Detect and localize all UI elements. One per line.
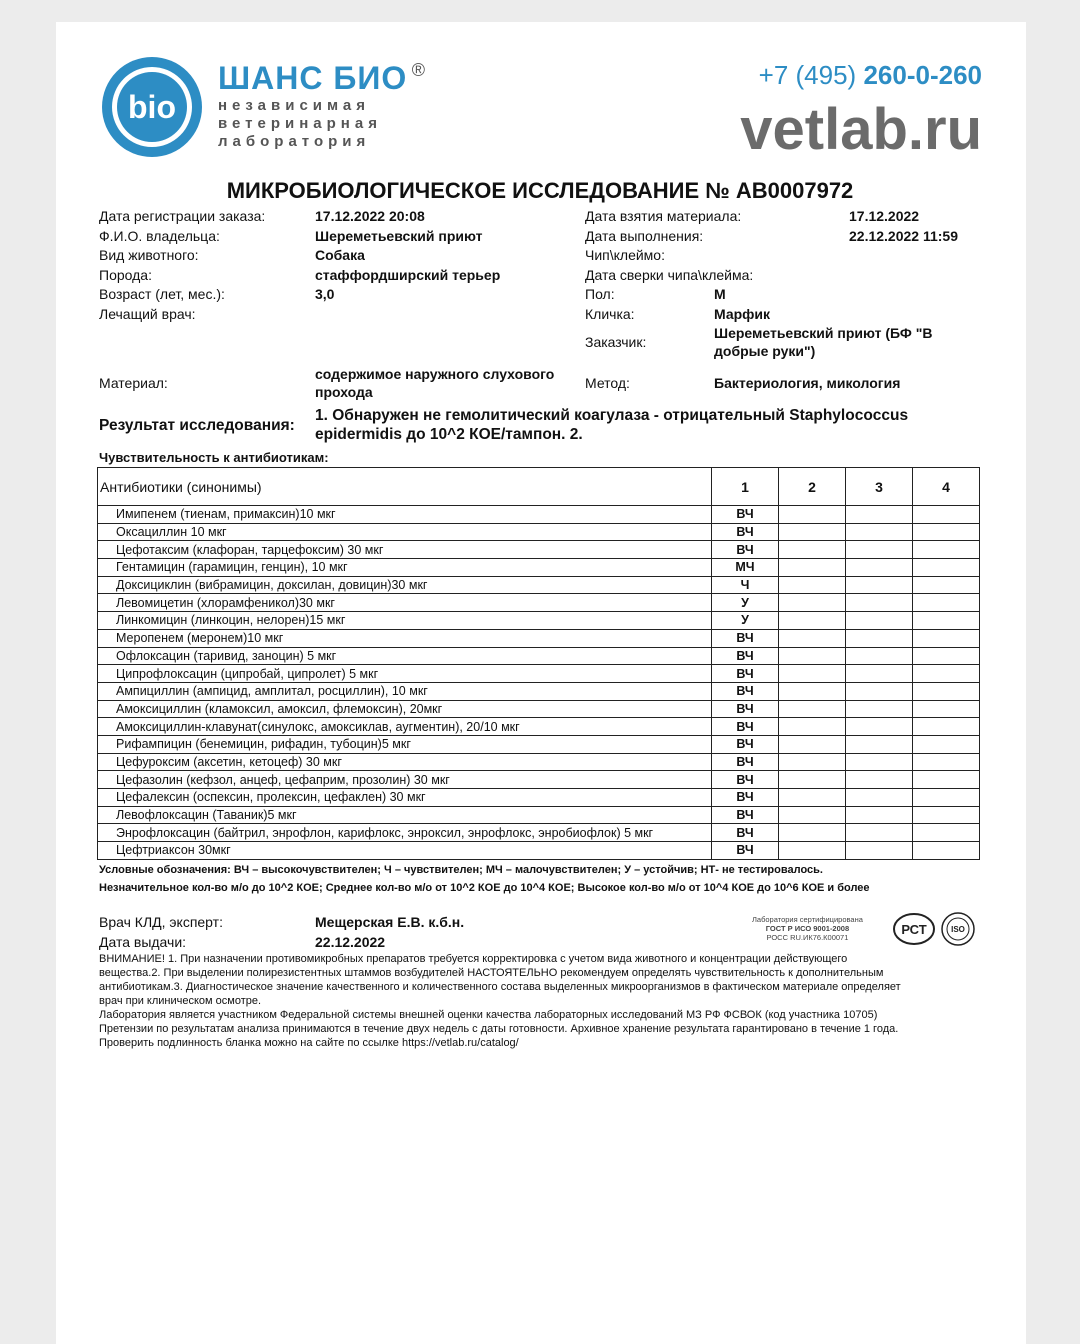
- owner-label: Ф.И.О. владельца:: [99, 228, 220, 244]
- warning-line: Лаборатория является участником Федеральной системы внешней оценки качества лабораторных исследований МЗ РФ ФСВОК (код участника 10705): [99, 1009, 878, 1021]
- result-col-4-cell: [913, 842, 980, 860]
- result-line2: epidermidis до 10^2 КОЕ/тампон. 2.: [315, 426, 583, 443]
- sample-date-label: Дата взятия материала:: [585, 208, 742, 224]
- method-label: Метод:: [585, 375, 630, 391]
- warning-line: ВНИМАНИЕ! 1. При назначении противомикробных препаратов требуется корректировка с учетом вида животного и концентрации действующего: [99, 953, 848, 965]
- legend: Условные обозначения: ВЧ – высокочувствителен; Ч – чувствителен; МЧ – малочувствителен; У – устойчив; НТ- не тестировалось.: [99, 864, 823, 876]
- result-col-1-cell: ВЧ: [712, 789, 779, 807]
- doctor-value: Мещерская Е.В. к.б.н.: [315, 914, 465, 930]
- age-label: Возраст (лет, мес.):: [99, 286, 225, 302]
- issue-date-label: Дата выдачи:: [99, 934, 187, 950]
- result-col-4-cell: [913, 523, 980, 541]
- customer-label: Заказчик:: [585, 334, 647, 350]
- antibiotic-name-cell: Офлоксацин (таривид, заноцин) 5 мкг: [98, 647, 712, 665]
- species-label: Вид животного:: [99, 247, 199, 263]
- result-col-2-cell: [779, 789, 846, 807]
- table-row: [98, 541, 980, 559]
- done-date-value: 22.12.2022 11:59: [849, 228, 958, 244]
- result-col-4-cell: [913, 771, 980, 789]
- material-value-line2: прохода: [315, 384, 373, 400]
- result-col-4-cell: [913, 806, 980, 824]
- result-col-1-cell: МЧ: [712, 559, 779, 577]
- result-col-4-cell: [913, 612, 980, 630]
- pct-certification-icon: [892, 912, 936, 946]
- vet-label: Лечащий врач:: [99, 306, 196, 322]
- result-col-1-cell: ВЧ: [712, 541, 779, 559]
- chip-check-label: Дата сверки чипа\клейма:: [585, 267, 754, 283]
- material-value-line1: содержимое наружного слухового: [315, 366, 555, 382]
- result-col-3-cell: [846, 647, 913, 665]
- result-col-2-cell: [779, 682, 846, 700]
- header-antibiotic: Антибиотики (синонимы): [98, 468, 712, 506]
- result-col-1-cell: ВЧ: [712, 682, 779, 700]
- result-col-2-cell: [779, 700, 846, 718]
- result-col-2-cell: [779, 753, 846, 771]
- table-row: [98, 735, 980, 753]
- warning-line: антибиотикам.3. Диагностическое значение качественного и количественного состава выделенных микроорганизмов в фактическом материале определяет: [99, 981, 901, 993]
- result-col-1-cell: ВЧ: [712, 506, 779, 524]
- antibiotic-name-cell: Цефотаксим (клафоран, тарцефоксим) 30 мкг: [98, 541, 712, 559]
- age-value: 3,0: [315, 286, 335, 302]
- issue-date-value: 22.12.2022: [315, 934, 386, 950]
- antibiotic-name-cell: Ампициллин (ампицид, амплитал, росциллин), 10 мкг: [98, 682, 712, 700]
- result-col-1-cell: ВЧ: [712, 629, 779, 647]
- tagline-2: ветеринарная: [218, 115, 382, 132]
- result-col-4-cell: [913, 824, 980, 842]
- result-col-2-cell: [779, 771, 846, 789]
- tagline-3: лаборатория: [218, 133, 371, 150]
- antibiotic-name-cell: Цефазолин (кефзол, анцеф, цефаприм, прозолин) 30 мкг: [98, 771, 712, 789]
- table-row: [98, 612, 980, 630]
- result-col-2-cell: [779, 718, 846, 736]
- result-col-4-cell: [913, 594, 980, 612]
- table-row: [98, 824, 980, 842]
- antibiotic-table: [97, 467, 980, 860]
- result-col-1-cell: Ч: [712, 576, 779, 594]
- cert-line1: Лаборатория сертифицирована: [752, 915, 863, 924]
- doctor-label: Врач КЛД, эксперт:: [99, 914, 223, 930]
- result-col-1-cell: ВЧ: [712, 718, 779, 736]
- result-col-3-cell: [846, 806, 913, 824]
- brand-name: ШАНС БИО: [218, 60, 408, 96]
- sex-label: Пол:: [585, 286, 615, 302]
- antibiotic-name-cell: Ципрофлоксацин (ципробай, ципролет) 5 мкг: [98, 665, 712, 683]
- result-col-2-cell: [779, 629, 846, 647]
- antibiotic-name-cell: Цефалексин (оспексин, пролексин, цефаклен) 30 мкг: [98, 789, 712, 807]
- result-col-1-cell: ВЧ: [712, 842, 779, 860]
- result-col-2-cell: [779, 824, 846, 842]
- result-col-4-cell: [913, 576, 980, 594]
- reg-date-label: Дата регистрации заказа:: [99, 208, 266, 224]
- header-col-2: 2: [779, 468, 846, 506]
- sample-date-value: 17.12.2022: [849, 208, 920, 224]
- breed-label: Порода:: [99, 267, 152, 283]
- table-row: [98, 771, 980, 789]
- sex-value: М: [714, 286, 726, 302]
- antibiotic-name-cell: Меропенем (меронем)10 мкг: [98, 629, 712, 647]
- result-col-4-cell: [913, 665, 980, 683]
- result-line1: 1. Обнаружен не гемолитический коагулаза - отрицательный Staphylococcus: [315, 407, 909, 424]
- svg-text:РСТ: РСТ: [901, 922, 927, 937]
- logo: [100, 55, 204, 159]
- table-row: [98, 806, 980, 824]
- antibiotic-name-cell: Цефуроксим (аксетин, кетоцеф) 30 мкг: [98, 753, 712, 771]
- result-col-1-cell: ВЧ: [712, 647, 779, 665]
- header-col-3: 3: [846, 468, 913, 506]
- website: vetlab.ru: [740, 97, 982, 162]
- result-col-1-cell: ВЧ: [712, 700, 779, 718]
- table-row: [98, 753, 980, 771]
- result-col-2-cell: [779, 523, 846, 541]
- customer-value-line2: добрые руки"): [714, 343, 816, 359]
- result-col-1-cell: У: [712, 594, 779, 612]
- reg-date-value: 17.12.2022 20:08: [315, 208, 425, 224]
- result-col-4-cell: [913, 647, 980, 665]
- method-value: Бактериология, микология: [714, 375, 901, 391]
- result-col-3-cell: [846, 506, 913, 524]
- result-col-2-cell: [779, 576, 846, 594]
- table-row: [98, 506, 980, 524]
- result-col-3-cell: [846, 824, 913, 842]
- result-col-3-cell: [846, 735, 913, 753]
- result-col-2-cell: [779, 665, 846, 683]
- result-label: Результат исследования:: [99, 417, 295, 434]
- result-col-3-cell: [846, 789, 913, 807]
- result-col-3-cell: [846, 682, 913, 700]
- antibiotic-name-cell: Линкомицин (линкоцин, нелорен)15 мкг: [98, 612, 712, 630]
- warning-line: вещества.2. При выделении полирезистентных штаммов возбудителей НАСТОЯТЕЛЬНО рекомендуем определять чувствительность к дополнительным: [99, 967, 884, 979]
- result-col-2-cell: [779, 541, 846, 559]
- cert-line3: РОСС RU.ИК76.К00071: [766, 933, 849, 942]
- registered-mark: ®: [411, 60, 425, 80]
- result-col-4-cell: [913, 559, 980, 577]
- cert-text: [752, 915, 863, 942]
- table-row: [98, 594, 980, 612]
- brand-block: [218, 60, 425, 151]
- result-col-4-cell: [913, 682, 980, 700]
- phone-prefix: +7 (495): [758, 60, 857, 90]
- sensitivity-heading: Чувствительность к антибиотикам:: [99, 450, 329, 465]
- result-col-4-cell: [913, 753, 980, 771]
- antibiotic-name-cell: Имипенем (тиенам, примаксин)10 мкг: [98, 506, 712, 524]
- result-col-2-cell: [779, 647, 846, 665]
- result-col-2-cell: [779, 806, 846, 824]
- antibiotic-name-cell: Гентамицин (гарамицин, генцин), 10 мкг: [98, 559, 712, 577]
- antibiotic-name-cell: Энрофлоксацин (байтрил, энрофлон, карифлокс, энроксил, энрофлокс, энробиофлок) 5 мкг: [98, 824, 712, 842]
- result-col-3-cell: [846, 665, 913, 683]
- warning-line: Проверить подлинность бланка можно на сайте по ссылке https://vetlab.ru/catalog/: [99, 1037, 519, 1049]
- table-row: [98, 718, 980, 736]
- antibiotic-name-cell: Амоксициллин-клавунат(синулокс, амоксиклав, аугментин), 20/10 мкг: [98, 718, 712, 736]
- result-col-4-cell: [913, 700, 980, 718]
- quantity-note: Незначительное кол-во м/о до 10^2 КОЕ; Среднее кол-во м/о от 10^2 КОЕ до 10^4 КОЕ; Высокое кол-во м/о от 10^4 КОЕ до 10^6 КОЕ и более: [99, 882, 870, 894]
- result-col-3-cell: [846, 718, 913, 736]
- cert-line2: ГОСТ Р ИСО 9001-2008: [765, 924, 850, 933]
- table-row: [98, 559, 980, 577]
- table-row: [98, 629, 980, 647]
- result-col-4-cell: [913, 541, 980, 559]
- result-col-3-cell: [846, 576, 913, 594]
- result-col-3-cell: [846, 559, 913, 577]
- antibiotic-name-cell: Рифампицин (бенемицин, рифадин, тубоцин)5 мкг: [98, 735, 712, 753]
- warning-line: врач при клиническом осмотре.: [99, 995, 262, 1007]
- result-col-2-cell: [779, 559, 846, 577]
- result-col-3-cell: [846, 771, 913, 789]
- result-col-2-cell: [779, 612, 846, 630]
- table-row: [98, 789, 980, 807]
- antibiotic-name-cell: Доксициклин (вибрамицин, доксилан, довицин)30 мкг: [98, 576, 712, 594]
- header-col-1: 1: [712, 468, 779, 506]
- result-col-1-cell: У: [712, 612, 779, 630]
- owner-value: Шереметьевский приют: [315, 228, 483, 244]
- antibiotic-name-cell: Оксациллин 10 мкг: [98, 523, 712, 541]
- result-col-4-cell: [913, 506, 980, 524]
- result-col-3-cell: [846, 629, 913, 647]
- table-row: [98, 665, 980, 683]
- table-row: [98, 700, 980, 718]
- antibiotic-name-cell: Левомицетин (хлорамфеникол)30 мкг: [98, 594, 712, 612]
- table-row: [98, 647, 980, 665]
- antibiotic-name-cell: Цефтриаксон 30мкг: [98, 842, 712, 860]
- logo-mark-text: bio: [128, 89, 176, 125]
- table-row: [98, 682, 980, 700]
- result-col-1-cell: ВЧ: [712, 806, 779, 824]
- result-col-1-cell: ВЧ: [712, 523, 779, 541]
- result-col-1-cell: ВЧ: [712, 824, 779, 842]
- species-value: Собака: [315, 247, 365, 263]
- result-col-2-cell: [779, 735, 846, 753]
- result-col-4-cell: [913, 735, 980, 753]
- result-col-3-cell: [846, 594, 913, 612]
- report-title: МИКРОБИОЛОГИЧЕСКОЕ ИССЛЕДОВАНИЕ № АВ0007972: [226, 178, 854, 203]
- result-col-1-cell: ВЧ: [712, 771, 779, 789]
- antibiotic-name-cell: Амоксициллин (кламоксил, амоксил, флемоксин), 20мкг: [98, 700, 712, 718]
- customer-value-line1: Шереметьевский приют (БФ "В: [714, 325, 933, 341]
- antibiotic-name-cell: Левофлоксацин (Таваник)5 мкг: [98, 806, 712, 824]
- nickname-label: Кличка:: [585, 306, 635, 322]
- header-col-4: 4: [913, 468, 980, 506]
- result-col-4-cell: [913, 789, 980, 807]
- result-col-3-cell: [846, 753, 913, 771]
- table-row: [98, 842, 980, 860]
- nickname-value: Марфик: [714, 306, 771, 322]
- result-col-3-cell: [846, 842, 913, 860]
- material-label: Материал:: [99, 375, 168, 391]
- result-col-1-cell: ВЧ: [712, 665, 779, 683]
- warning-block: [99, 952, 979, 1050]
- result-col-2-cell: [779, 594, 846, 612]
- iso-certification-icon: [940, 911, 976, 947]
- result-col-3-cell: [846, 700, 913, 718]
- result-col-3-cell: [846, 541, 913, 559]
- done-date-label: Дата выполнения:: [585, 228, 704, 244]
- breed-value: стаффордширский терьер: [315, 267, 501, 283]
- warning-line: Претензии по результатам анализа принимаются в течение двух недель с даты готовности. Архивное хранение результата гарантировано в течение 1 года.: [99, 1023, 899, 1035]
- result-col-3-cell: [846, 523, 913, 541]
- result-col-2-cell: [779, 506, 846, 524]
- result-col-1-cell: ВЧ: [712, 753, 779, 771]
- svg-text:ISO: ISO: [951, 925, 965, 934]
- logo-mark-icon: [100, 55, 204, 159]
- result-col-1-cell: ВЧ: [712, 735, 779, 753]
- tagline-1: независимая: [218, 97, 371, 114]
- table-row: [98, 576, 980, 594]
- chip-label: Чип\клеймо:: [585, 247, 665, 263]
- table-header-row: [98, 468, 980, 506]
- result-col-4-cell: [913, 718, 980, 736]
- phone: [759, 60, 982, 91]
- result-col-3-cell: [846, 612, 913, 630]
- table-row: [98, 523, 980, 541]
- result-col-2-cell: [779, 842, 846, 860]
- result-col-4-cell: [913, 629, 980, 647]
- phone-number: 260-0-260: [863, 60, 982, 90]
